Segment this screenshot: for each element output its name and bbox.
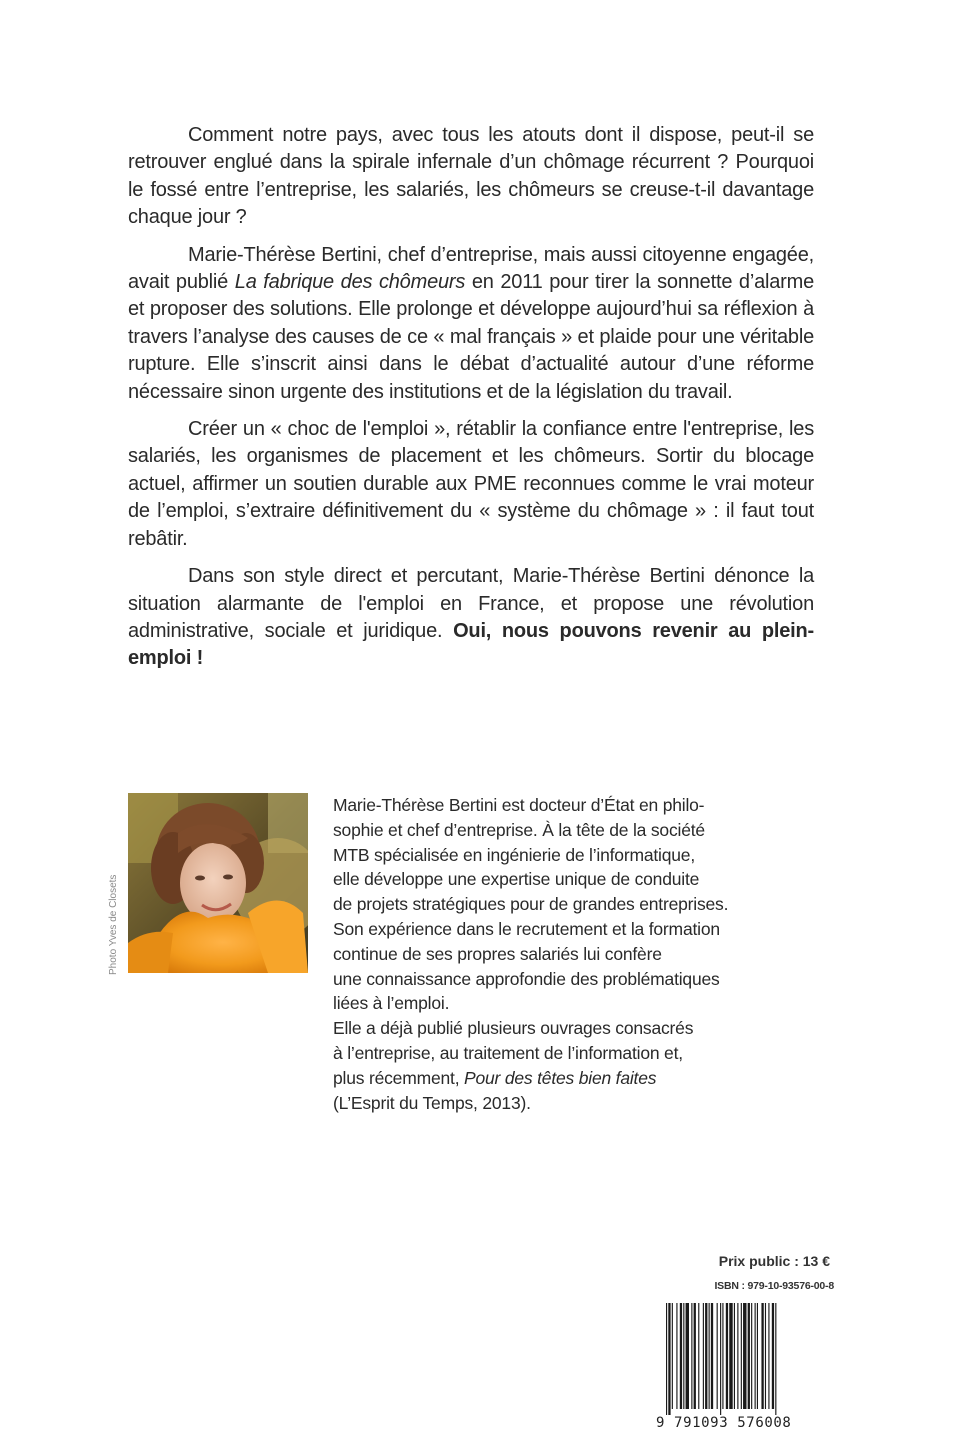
bio-line [333,1066,803,1091]
back-cover-summary [128,122,814,683]
bio-line: de projets stratégiques pour de grandes entreprises. [333,894,729,915]
barcode-bar [705,1303,707,1409]
bio-line: Elle a déjà publié plusieurs ouvrages consacrés [333,1018,694,1039]
author-photo [128,793,308,973]
barcode-bar [672,1303,673,1409]
barcode-bar [683,1303,684,1409]
barcode-bar [741,1303,742,1409]
barcode-bars [664,1303,830,1415]
barcode-bar [694,1303,696,1409]
bio-line: Marie-Thérèse Bertini est docteur d’État en philo- [333,795,705,815]
p2-text-after: en 2011 pour tirer la sonnette d’alarme et proposer des solutions. Elle prolonge et développe aujourd’hui sa réflexion à travers l’analyse des causes de ce « mal français » et plaide pour une véritable rupture. Elle s’inscrit ainsi dans le débat d’actualité autour d’une réforme nécessaire sinon urgente des institutions et de la législation du travail. [128,271,815,403]
barcode-bar [717,1303,718,1409]
barcode-bar [698,1303,699,1409]
p4-text: Dans son style direct et percutant, Marie-Thérèse Bertini dénonce la situation alarmante de l'emploi en France, et propose une révolution administrative, sociale et juridique. [128,565,814,642]
barcode-digits: 9 791093 576008 [656,1415,792,1431]
bio-line: sophie et chef d’entreprise. À la tête de la société [333,819,705,840]
barcode [654,1297,838,1437]
bio-line: liées à l’emploi. [333,993,450,1014]
barcode-bar [729,1303,732,1409]
author-biography [333,793,803,1115]
barcode-bar [755,1303,756,1409]
barcode-bar [666,1303,667,1415]
barcode-bar [748,1303,750,1409]
summary-paragraph-4 [128,563,814,673]
summary-paragraph-1: Comment notre pays, avec tous les atouts dont il dispose, peut-il se retrouver englué dans la spirale infernale d’un chômage récurrent ? Pourquoi le fossé entre l’entreprise, les salariés, les chômeurs se creuse-t-il davantage chaque jour ? [128,124,814,229]
bio-line: continue de ses propres salariés lui confère [333,943,662,964]
bio-line: (L’Esprit du Temps, 2013). [333,1092,531,1113]
barcode-bar [775,1303,776,1415]
bio-line: MTB spécialisée en ingénierie de l’informatique, [333,844,695,865]
barcode-bar [765,1303,766,1409]
barcode-bar [711,1303,713,1409]
barcode-bar [709,1303,710,1409]
barcode-bar [720,1303,721,1415]
barcode-bar [703,1303,704,1409]
bio-line: une connaissance approfondie des problématiques [333,968,720,989]
bio-line: à l’entreprise, au traitement de l’information et, [333,1042,683,1063]
barcode-bar [686,1303,689,1409]
barcode-bar [772,1303,774,1409]
bio-line: elle développe une expertise unique de conduite [333,869,700,890]
barcode-bar [751,1303,752,1409]
barcode-bar [737,1303,738,1409]
bio-last-before: plus récemment, [333,1067,465,1088]
isbn-number: ISBN : 979-10-93576-00-8 [714,1280,834,1292]
barcode-bar [768,1303,769,1409]
summary-paragraph-3: Créer un « choc de l'emploi », rétablir la confiance entre l'entreprise, les salariés, les organismes de placement et les chômeurs. Sortir du blocage actuel, affirmer un soutien durable aux PME reconnues comme le vrai moteur de l’emploi, s’extraire définitivement du « système du chômage » : il faut tout rebâtir. [128,418,814,550]
recent-book-title: Pour des têtes bien faites [464,1067,657,1088]
previous-book-title: La fabrique des chômeurs [234,271,466,294]
barcode-bar [676,1303,677,1409]
public-price: Prix public : 13 € [718,1253,830,1269]
barcode-bar [722,1303,723,1409]
author-portrait-image [128,793,308,973]
summary-paragraph-2 [128,242,814,406]
barcode-bar [757,1303,758,1409]
barcode-bar [680,1303,682,1409]
bio-line: Son expérience dans le recrutement et la formation [333,918,720,939]
barcode-bar [761,1303,763,1409]
barcode-bar [726,1303,728,1409]
barcode-bar [668,1303,670,1415]
barcode-bar [734,1303,735,1409]
photo-credit: Photo Yves de Closets [108,874,119,975]
barcode-bar [691,1303,692,1409]
barcode-bar [743,1303,746,1409]
p2-text-before: Marie-Thérèse Bertini, chef d’entreprise, mais aussi citoyenne engagée, avait publié [128,243,814,294]
p4-bold-statement: Oui, nous pouvons revenir au plein-emploi ! [128,619,814,670]
